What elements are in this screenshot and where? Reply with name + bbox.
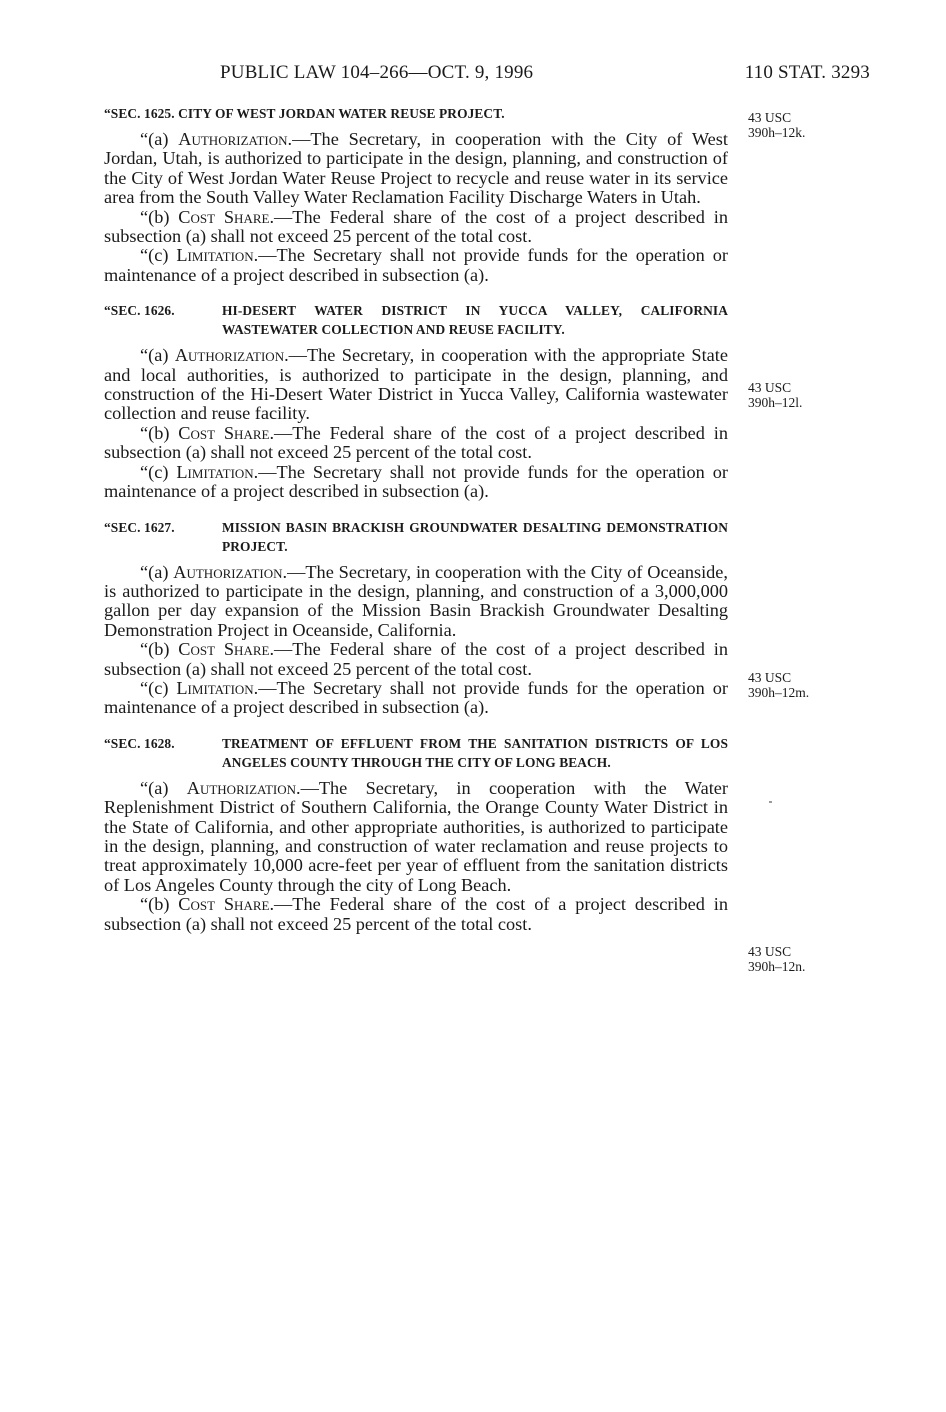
subsection-b	[104, 424, 728, 463]
subsection-heading: Authorization	[186, 777, 297, 798]
margin-note-line: 43 USC	[748, 670, 792, 685]
section-heading	[104, 104, 728, 123]
section-title: TREATMENT OF EFFLUENT FROM THE SANITATION DISTRICTS OF LOS ANGELES COUNTY THROUGH THE CITY OF LONG BEACH.	[222, 735, 728, 770]
margin-note-line: 390h–12l.	[748, 395, 803, 410]
margin-note-line: 390h–12n.	[748, 959, 806, 974]
subsection-a	[104, 779, 728, 895]
margin-note-1625	[748, 110, 805, 140]
subsection-text: .—The Secretary shall not provide funds for the operation or maintenance of a project described in subsection (a).	[104, 245, 728, 285]
subsection-heading: Limitation	[176, 677, 254, 698]
subsection-heading: Cost Share	[178, 206, 270, 227]
subsection-heading: Limitation	[176, 461, 254, 482]
subsection-label: “(b)	[140, 206, 179, 227]
subsection-c	[104, 463, 728, 502]
section-1626	[104, 301, 728, 501]
subsection-text: .—The Federal share of the cost of a project described in subsection (a) shall not exceed 25 percent of the total cost.	[104, 422, 728, 463]
subsection-heading: Cost Share	[178, 422, 270, 443]
subsection-c	[104, 679, 728, 718]
subsection-text: .—The Federal share of the cost of a project described in subsection (a) shall not exceed 25 percent of the total cost.	[104, 639, 728, 679]
subsection-label: “(a)	[140, 777, 187, 798]
subsection-c	[104, 246, 728, 285]
section-title: MISSION BASIN BRACKISH GROUNDWATER DESALTING DEMONSTRATION PROJECT.	[222, 519, 728, 554]
subsection-heading: Cost Share	[178, 639, 270, 660]
subsection-a	[104, 563, 728, 641]
margin-note-1626	[748, 380, 802, 410]
margin-note-line: 390h–12k.	[748, 125, 806, 140]
section-title: CITY OF WEST JORDAN WATER REUSE PROJECT.	[178, 106, 505, 121]
statute-body	[104, 104, 728, 934]
subsection-heading: Authorization	[178, 129, 288, 149]
page-header	[100, 62, 870, 88]
subsection-label: “(c)	[140, 245, 177, 266]
subsection-label: “(c)	[140, 461, 177, 482]
subsection-text: .—The Secretary, in cooperation with the City of West Jordan, Utah, is authorized to participate in the design, planning, and construction of the City of West Jordan Water Reuse Project to recycle and reuse water in its service area from the South Valley Water Reclamation Facility Discharge Waters in Utah.	[104, 129, 728, 208]
section-title: HI-DESERT WATER DISTRICT IN YUCCA VALLEY, CALIFORNIA WASTEWATER COLLECTION AND REUSE FACILITY.	[222, 303, 728, 338]
subsection-text: .—The Secretary shall not provide funds for the operation or maintenance of a project described in subsection (a).	[104, 461, 728, 502]
subsection-heading: Cost Share	[178, 894, 270, 915]
subsection-label: “(c)	[140, 677, 177, 698]
subsection-text: .—The Secretary, in cooperation with the Water Replenishment District of Southern California, the Orange County Water District in the State of California, and other appropriate authorities, is authorized to participate in the design, planning, and construction of water reclamation and reuse projects to treat approximately 10,000 acre-feet per year of effluent from the sanitation districts of Los Angeles County through the city of Long Beach.	[104, 777, 728, 895]
scan-speck	[769, 801, 772, 803]
margin-note-line: 43 USC	[748, 110, 792, 125]
section-number: “SEC. 1625.	[104, 106, 175, 121]
section-number: “SEC. 1627.	[104, 519, 175, 535]
subsection-a	[104, 130, 728, 208]
margin-note-line: 43 USC	[748, 944, 792, 959]
section-number: “SEC. 1628.	[104, 735, 175, 751]
subsection-text: .—The Federal share of the cost of a project described in subsection (a) shall not exceed 25 percent of the total cost.	[104, 894, 728, 934]
subsection-text: .—The Federal share of the cost of a project described in subsection (a) shall not exceed 25 percent of the total cost.	[104, 206, 728, 247]
subsection-label: “(b)	[140, 894, 179, 915]
section-number: “SEC. 1626.	[104, 303, 175, 319]
section-heading	[104, 734, 728, 772]
margin-note-line: 43 USC	[748, 380, 792, 395]
subsection-label: “(a)	[140, 561, 174, 582]
subsection-b	[104, 640, 728, 679]
subsection-b	[104, 895, 728, 934]
subsection-label: “(b)	[140, 639, 179, 660]
subsection-label: “(a)	[140, 345, 175, 366]
subsection-a	[104, 346, 728, 424]
margin-note-1627	[748, 670, 809, 700]
subsection-label: “(a)	[140, 129, 179, 149]
section-1627	[104, 518, 728, 718]
section-1628	[104, 734, 728, 934]
subsection-label: “(b)	[140, 422, 179, 443]
subsection-heading: Authorization	[174, 345, 285, 366]
margin-note-1628	[748, 944, 805, 974]
subsection-b	[104, 208, 728, 247]
statute-page-number: 110 STAT. 3293	[744, 62, 870, 83]
subsection-heading: Limitation	[176, 245, 254, 266]
section-1625	[104, 104, 728, 285]
section-heading	[104, 301, 728, 339]
section-heading	[104, 518, 728, 556]
subsection-text: .—The Secretary shall not provide funds for the operation or maintenance of a project described in subsection (a).	[104, 677, 728, 718]
subsection-heading: Authorization	[173, 561, 283, 582]
running-title: PUBLIC LAW 104–266—OCT. 9, 1996	[220, 62, 534, 83]
subsection-text: .—The Secretary, in cooperation with the appropriate State and local authorities, is authorized to participate in the design, planning, and construction of the Hi-Desert Water District in Yucca Valley, California wastewater collection and reuse facility.	[104, 345, 728, 424]
margin-note-line: 390h–12m.	[748, 685, 810, 700]
subsection-text: .—The Secretary, in cooperation with the City of Oceanside, is authorized to participate in the design, planning, and construction of a 3,000,000 gallon per day expansion of the Mission Basin Brackish Groundwater Desalting Demonstration Project in Oceanside, California.	[104, 561, 728, 640]
